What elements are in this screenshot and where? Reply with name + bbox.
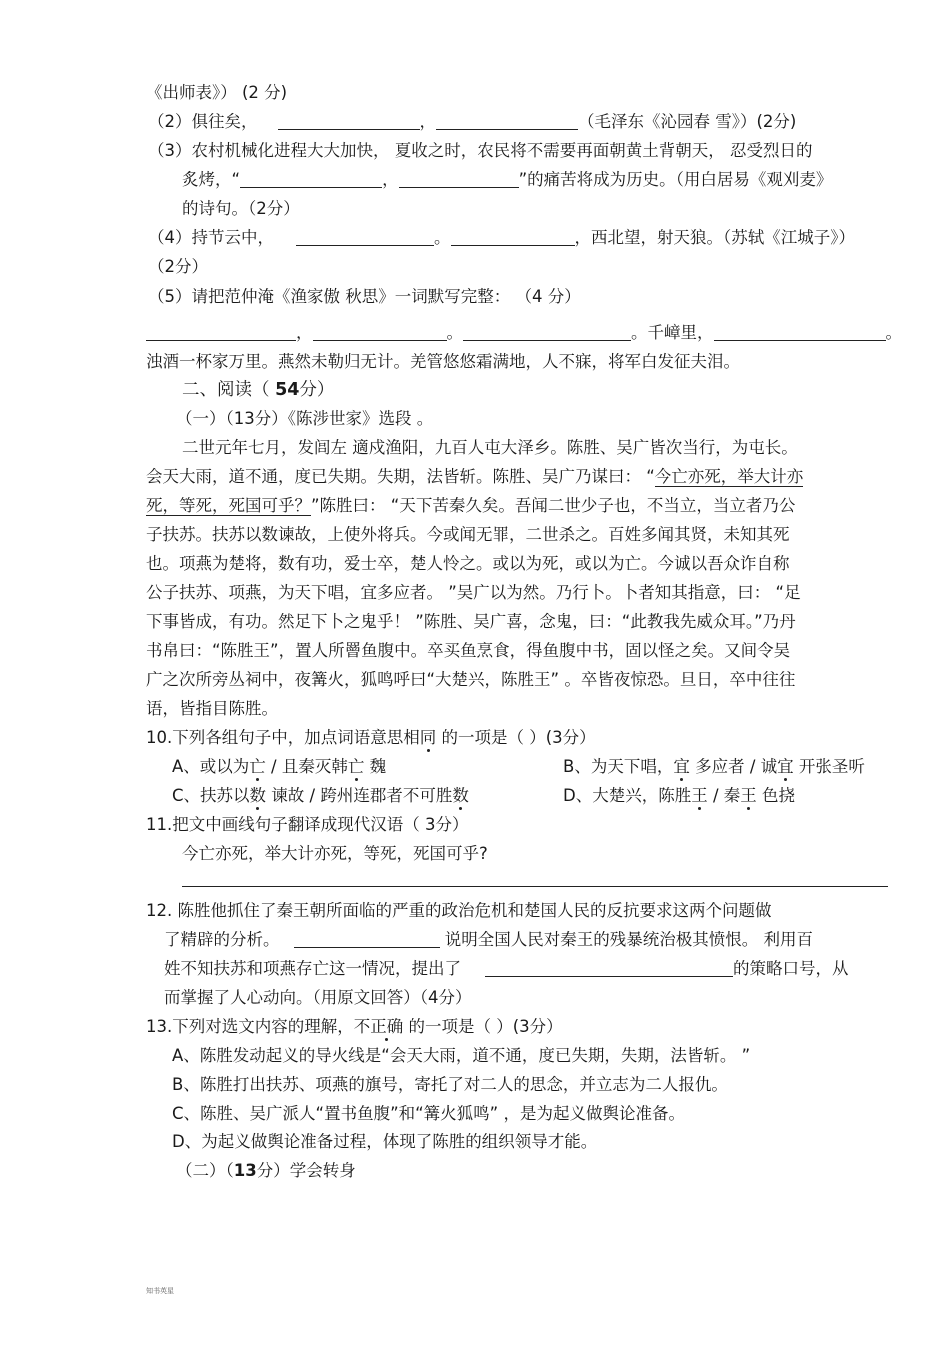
poem-line-6-suffix: ，西北望，射天狼。（苏轼《江城子》） <box>574 228 855 247</box>
question-13-option-a[interactable]: A、陈胜发动起义的导火线是“会天大雨，道不通，度已失期，失期，法皆斩。 ” <box>172 1046 751 1065</box>
comma: ， <box>419 112 436 131</box>
section-2-score: 54 <box>275 380 300 400</box>
question-13-stem <box>146 1016 563 1038</box>
period: 。 <box>434 228 451 247</box>
question-13-option-c[interactable]: C、陈胜、吴广派人“置书鱼腹”和“篝火狐鸣” ，是为起义做舆论准备。 <box>172 1104 685 1123</box>
question-10-stem-b: 的一项是（ ）(3分） <box>436 728 596 747</box>
question-10-stem-a: 10.下列各组句子中，加点词语意思相 <box>146 728 420 747</box>
answer-blank[interactable] <box>485 960 733 977</box>
option-text: C、扶苏以 <box>172 786 250 805</box>
poem-line-5: 的诗句。（2分） <box>182 199 300 218</box>
question-12-text: 姓不知扶苏和项燕存亡这一情况，提出了 <box>164 959 461 978</box>
option-text: / 且秦灭韩 <box>265 757 348 776</box>
question-12-text: 的策略口号，从 <box>733 959 849 978</box>
question-12-text: 了精辟的分析。 <box>164 930 280 949</box>
answer-blank[interactable] <box>714 324 886 341</box>
answer-blank[interactable] <box>294 931 440 948</box>
answer-line[interactable] <box>182 886 888 887</box>
answer-blank[interactable] <box>146 324 296 341</box>
passage-line-10: 语，皆指目陈胜。 <box>146 699 278 718</box>
subsection-1-title: （一）（13分）《陈涉世家》选段 。 <box>176 409 434 428</box>
question-10-option-d[interactable] <box>563 785 795 807</box>
option-text: D、大楚兴，陈胜 <box>563 786 692 805</box>
answer-blank[interactable] <box>278 113 420 130</box>
poem-line-7: （2分） <box>148 257 208 276</box>
subsection-2-score: 13 <box>233 1161 257 1180</box>
question-13-stem-b: 的一项是（ ）(3分） <box>403 1017 563 1036</box>
underlined-sentence: 死，等死，死国可乎？ <box>146 496 311 515</box>
question-13-option-d[interactable]: D、为起义做舆论准备过程，体现了陈胜的组织领导才能。 <box>172 1132 598 1151</box>
poem-line-1: 《出师表》） (2 分) <box>146 83 288 102</box>
question-12-line-3 <box>164 958 849 980</box>
period: 。 <box>885 323 902 342</box>
comma: ， <box>296 323 313 342</box>
underlined-sentence: 今亡亦死，举大计亦 <box>654 467 804 486</box>
poem-line-2 <box>148 111 796 133</box>
question-12-line-2 <box>164 929 813 951</box>
comma: ， <box>382 170 399 189</box>
dotted-word: 数 <box>249 786 267 805</box>
dotted-word: 同 <box>419 728 437 747</box>
dotted-word: 宜 <box>673 757 690 776</box>
passage-line-5: 也。项燕为楚将，数有功，爱士卒，楚人怜之。或以为死，或以为亡。今诚以吾众诈自称 <box>146 554 790 573</box>
page-footer: 知书英星 <box>146 1287 174 1295</box>
section-2-heading-c: 分） <box>299 380 335 400</box>
passage-line-7: 下事皆成，有功。然足下卜之鬼乎！ ”陈胜、吴广喜，念鬼，曰：“此教我先威众耳。”乃丹 <box>146 612 796 631</box>
poem-line-4-suffix: ”的痛苦将成为历史。（用白居易《观刈麦》 <box>518 170 833 189</box>
question-10-option-c[interactable] <box>172 785 469 807</box>
question-10-option-b[interactable] <box>563 756 865 778</box>
passage-line-3-text: ”陈胜曰： “天下苦秦久矣。吾闻二世少子也，不当立，当立者乃公 <box>311 496 796 515</box>
dotted-word: 亡 <box>249 757 266 776</box>
poem-line-6-prefix: （4）持节云中， <box>148 228 274 247</box>
dotted-word: 王 <box>691 786 708 805</box>
poem-line-3: （3）农村机械化进程大大加快， 夏收之时，农民将不需要再面朝黄土背朝天， 忍受烈日的 <box>148 141 813 160</box>
passage-line-8: 书帛曰：“陈胜王”，置人所罾鱼腹中。卒买鱼烹食，得鱼腹中书，固以怪之矣。又间令吴 <box>146 641 791 660</box>
subsection-2-title-a: （二）（ <box>176 1161 234 1180</box>
poem-line-4-prefix: 炙烤，“ <box>182 170 241 189</box>
answer-blank[interactable] <box>463 324 631 341</box>
poem-line-4 <box>182 169 832 191</box>
question-11-stem: 11.把文中画线句子翻译成现代汉语（ 3分） <box>146 815 469 834</box>
passage-line-6: 公子扶苏、项燕，为天下唱，宜多应者。 ”吴广以为然。乃行卜。卜者知其指意，曰： “足 <box>146 583 801 602</box>
answer-blank[interactable] <box>313 324 447 341</box>
question-12-text: 说明全国人民对秦王的残暴统治极其愤恨。 利用百 <box>439 930 813 949</box>
option-text: 谏故 / 跨州连郡者不可胜 <box>266 786 453 805</box>
section-2-heading <box>182 379 334 401</box>
option-text: / 秦 <box>707 786 741 805</box>
poem-line-2-source: （毛泽东《沁园春 雪》）(2分) <box>578 112 797 131</box>
answer-blank[interactable] <box>436 113 578 130</box>
option-text: 色挠 <box>756 786 796 805</box>
section-2-heading-a: 二、阅读（ <box>182 380 276 400</box>
passage-line-4: 子扶苏。扶苏以数谏故，上使外将兵。今或闻无罪，二世杀之。百姓多闻其贤，未知其死 <box>146 525 790 544</box>
passage-line-2-text: 会天大雨，道不通，度已失期。失期，法皆斩。陈胜、吴广乃谋曰： “ <box>146 467 655 486</box>
option-text: 多应者 / 诚 <box>689 757 778 776</box>
question-12-line-1: 12. 陈胜他抓住了秦王朝所面临的严重的政治危机和楚国人民的反抗要求这两个问题做 <box>146 901 772 920</box>
answer-blank[interactable] <box>296 229 434 246</box>
question-10-stem <box>146 727 596 749</box>
dotted-word: 宜 <box>777 757 794 776</box>
option-text: 开张圣听 <box>793 757 865 776</box>
passage-line-2 <box>146 466 803 488</box>
dotted-word: 亡 <box>347 757 365 776</box>
answer-blank[interactable] <box>399 171 519 188</box>
subsection-2-title-c: 分）学会转身 <box>256 1161 356 1180</box>
passage-line-1: 二世元年七月，发闾左 適戍渔阳，九百人屯大泽乡。陈胜、吴广皆次当行，为屯长。 <box>182 438 798 457</box>
poem-line-9-middle: 。千嶂里， <box>631 323 714 342</box>
period: 。 <box>446 323 463 342</box>
question-13-stem-a: 13.下列对选文内容的理解，不 <box>146 1017 371 1036</box>
dotted-word: 正确 <box>370 1017 404 1036</box>
option-text: B、为天下唱， <box>563 757 674 776</box>
dotted-word: 王 <box>740 786 757 805</box>
passage-line-3 <box>146 495 795 517</box>
poem-line-6 <box>148 227 855 249</box>
passage-line-9: 广之次所旁丛祠中，夜篝火，狐鸣呼曰“大楚兴，陈胜王” 。卒皆夜惊恐。旦日，卒中往往 <box>146 670 796 689</box>
question-12-line-4: 而掌握了人心动向。（用原文回答）（4分） <box>164 988 472 1007</box>
poem-line-8: （5）请把范仲淹《渔家傲 秋思》一词默写完整： （4 分） <box>148 287 581 306</box>
dotted-word: 数 <box>452 786 469 805</box>
question-13-option-b[interactable]: B、陈胜打出扶苏、项燕的旗号，寄托了对二人的思念，并立志为二人报仇。 <box>172 1075 728 1094</box>
question-11-sentence: 今亡亦死，举大计亦死，等死，死国可乎? <box>182 844 488 863</box>
option-text: 魏 <box>364 757 387 776</box>
answer-blank[interactable] <box>240 171 382 188</box>
question-10-option-a[interactable] <box>172 756 386 778</box>
poem-line-2-prefix: （2）俱往矣， <box>148 112 258 131</box>
option-text: A、或以为 <box>172 757 250 776</box>
subsection-2-title <box>176 1160 356 1182</box>
poem-line-10: 浊酒一杯家万里。燕然未勒归无计。羌管悠悠霜满地，人不寐，将军白发征夫泪。 <box>146 352 740 371</box>
answer-blank[interactable] <box>451 229 575 246</box>
poem-line-9 <box>146 322 902 344</box>
